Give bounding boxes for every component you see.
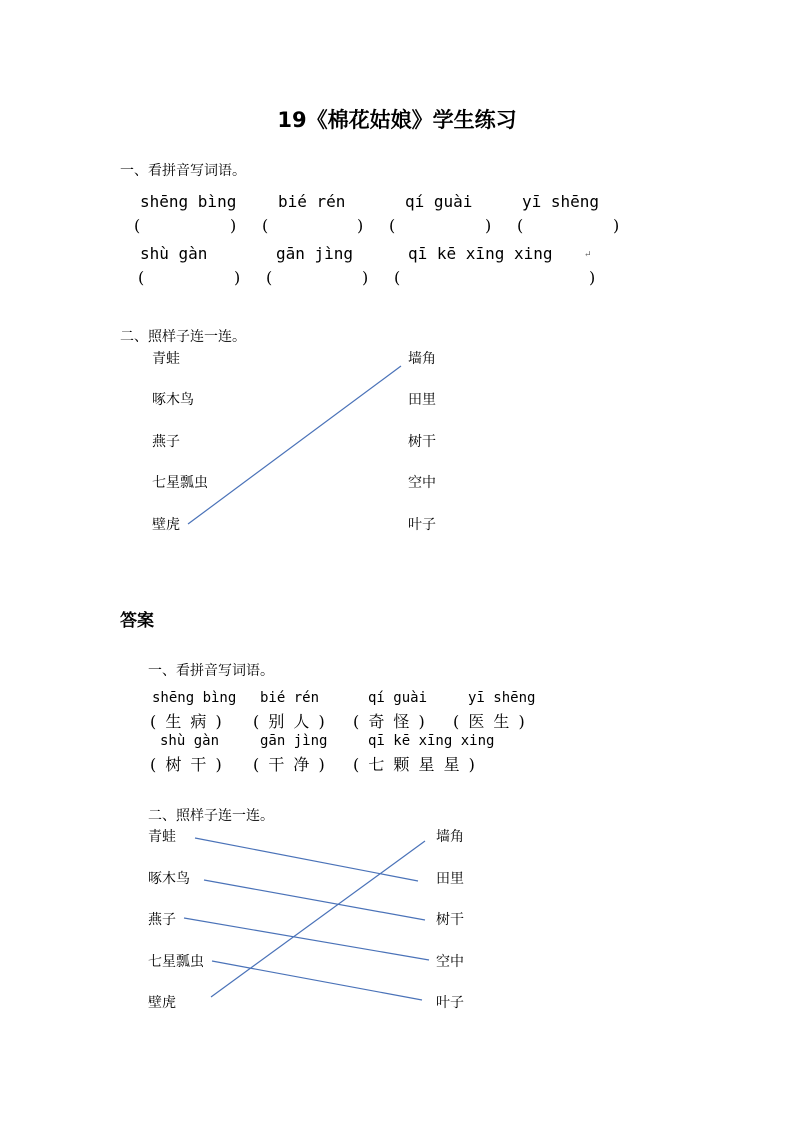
pinyin-item: qī kē xīng xing bbox=[408, 244, 553, 263]
answer-pinyin: bié rén bbox=[260, 690, 320, 706]
answer-word: ( 奇 怪 ) bbox=[353, 712, 427, 731]
answer-blank-open: ( bbox=[266, 268, 273, 287]
answer-pinyin: qí guài bbox=[368, 690, 428, 706]
answer-pinyin: shēng bìng bbox=[152, 690, 237, 706]
answer-blank-close: ) bbox=[589, 268, 596, 287]
animal-label: 壁虎 bbox=[152, 517, 180, 533]
animal-label: 燕子 bbox=[152, 434, 180, 450]
answer-blank-open: ( bbox=[262, 216, 269, 235]
exercise1-heading: 一、看拼音写词语。 bbox=[120, 163, 246, 179]
answer-animal-label: 青蛙 bbox=[148, 829, 176, 845]
answer-place-label: 田里 bbox=[436, 871, 464, 887]
answer-blank-close: ) bbox=[485, 216, 492, 235]
pinyin-item: yī shēng bbox=[522, 192, 600, 211]
answer-connection-line bbox=[195, 838, 418, 881]
animal-label: 七星瓢虫 bbox=[152, 475, 208, 491]
answer-blank-close: ) bbox=[362, 268, 369, 287]
answer-animal-label: 七星瓢虫 bbox=[148, 954, 204, 970]
answer-exercise1-heading: 一、看拼音写词语。 bbox=[148, 663, 274, 679]
answer-word: ( 生 病 ) bbox=[150, 712, 224, 731]
pinyin-item: qí guài bbox=[405, 192, 473, 211]
paragraph-mark: ↵ bbox=[584, 250, 592, 260]
example-connection-line bbox=[188, 366, 401, 524]
answer-pinyin: shù gàn bbox=[160, 733, 220, 749]
answer-word: ( 别 人 ) bbox=[253, 712, 327, 731]
pinyin-item: shù gàn bbox=[140, 244, 208, 263]
place-label: 叶子 bbox=[408, 517, 436, 533]
answer-word: ( 医 生 ) bbox=[453, 712, 527, 731]
answer-pinyin: yī shēng bbox=[468, 690, 536, 706]
place-label: 空中 bbox=[408, 475, 436, 491]
answer-connection-line bbox=[184, 918, 429, 960]
answer-blank-close: ) bbox=[613, 216, 620, 235]
answer-word: ( 干 净 ) bbox=[253, 755, 327, 774]
page-title: 19《棉花姑娘》学生练习 bbox=[277, 108, 517, 132]
place-label: 田里 bbox=[408, 392, 436, 408]
answer-connection-line bbox=[211, 841, 425, 997]
animal-label: 啄木鸟 bbox=[152, 392, 194, 408]
answer-word: ( 树 干 ) bbox=[150, 755, 224, 774]
answer-blank-open: ( bbox=[394, 268, 401, 287]
answer-word: ( 七 颗 星 星 ) bbox=[353, 755, 477, 774]
exercise2-heading: 二、照样子连一连。 bbox=[120, 329, 246, 345]
answer-place-label: 树干 bbox=[436, 912, 464, 928]
pinyin-item: gān jìng bbox=[276, 244, 354, 263]
answer-connection-line bbox=[212, 961, 422, 1000]
answer-blank-close: ) bbox=[230, 216, 237, 235]
answer-pinyin: qī kē xīng xing bbox=[368, 733, 495, 749]
answer-connection-line bbox=[204, 880, 425, 920]
answer-heading: 答案 bbox=[120, 611, 154, 631]
answer-blank-close: ) bbox=[357, 216, 364, 235]
pinyin-item: shēng bìng bbox=[140, 192, 237, 211]
answer-place-label: 叶子 bbox=[436, 995, 464, 1011]
animal-label: 青蛙 bbox=[152, 351, 180, 367]
answer-animal-label: 壁虎 bbox=[148, 995, 176, 1011]
place-label: 墙角 bbox=[408, 351, 436, 367]
answer-animal-label: 燕子 bbox=[148, 912, 176, 928]
answer-place-label: 空中 bbox=[436, 954, 464, 970]
answer-blank-open: ( bbox=[517, 216, 524, 235]
pinyin-item: bié rén bbox=[278, 192, 346, 211]
answer-exercise2-heading: 二、照样子连一连。 bbox=[148, 808, 274, 824]
answer-blank-open: ( bbox=[389, 216, 396, 235]
answer-blank-close: ) bbox=[234, 268, 241, 287]
answer-blank-open: ( bbox=[138, 268, 145, 287]
answer-pinyin: gān jìng bbox=[260, 733, 328, 749]
answer-place-label: 墙角 bbox=[436, 829, 464, 845]
place-label: 树干 bbox=[408, 434, 436, 450]
answer-animal-label: 啄木鸟 bbox=[148, 871, 190, 887]
answer-blank-open: ( bbox=[134, 216, 141, 235]
